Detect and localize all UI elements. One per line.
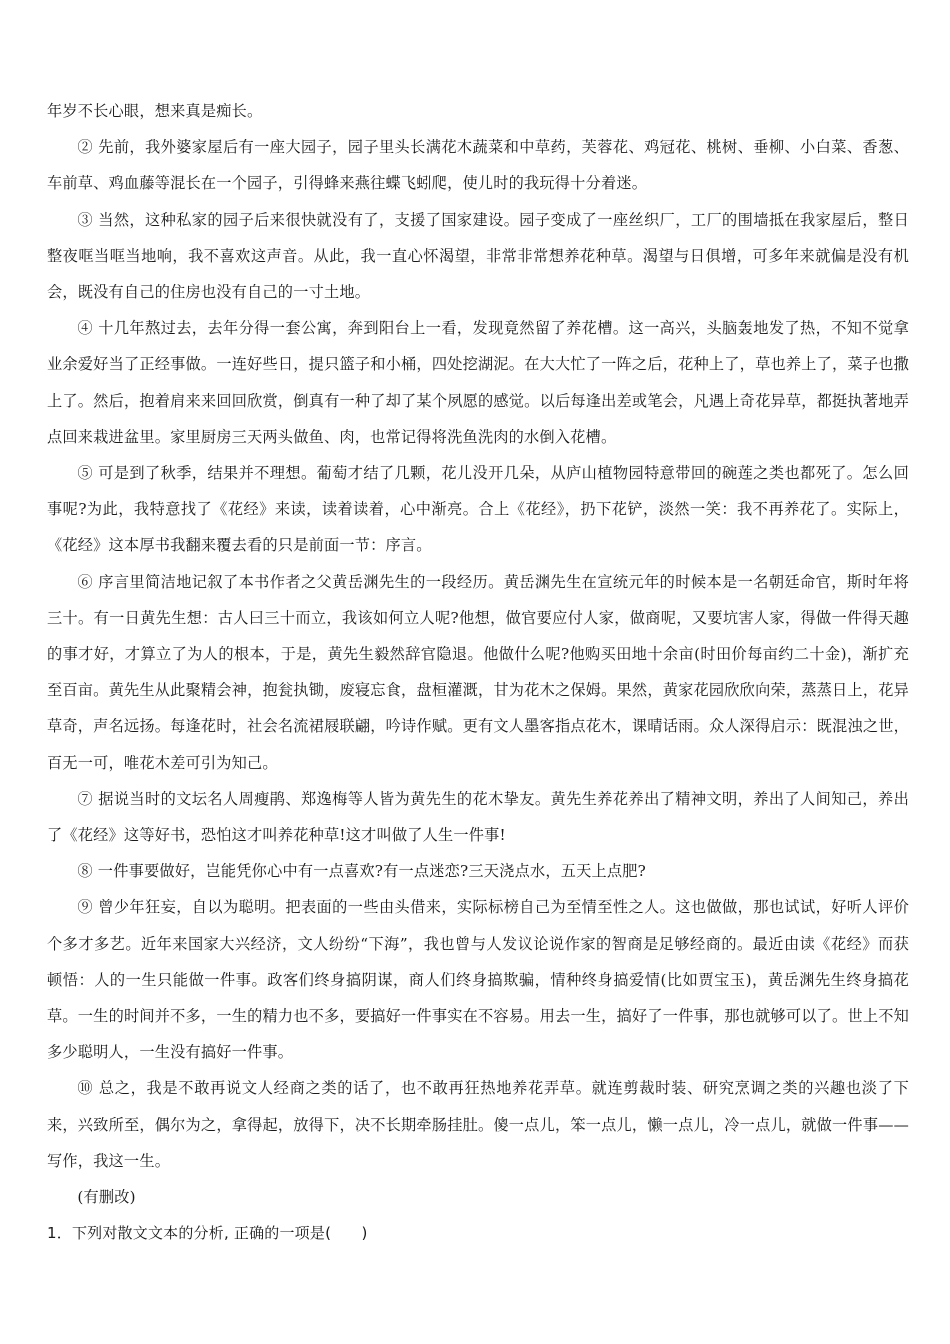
paragraph-continuation: 年岁不长心眼，想来真是痴长。 (47, 102, 263, 120)
paragraph-5: ⑤ 可是到了秋季，结果并不理想。葡萄才结了几颗，花儿没开几朵，从庐山植物园特意带回的碗莲之类也都死了。怎么回事呢?为此，我特意找了《花经》来读，读着读着，心中渐亮。合上《花经》，扔下花铲，淡然一笑：我不再养花了。实际上，《花经》这本厚书我翻来覆去看的只是前面一节：序言。 (47, 464, 909, 555)
paragraph-10: ⑩ 总之，我是不敢再说文人经商之类的话了，也不敢再狂热地养花弄草。就连剪裁时装、研究烹调之类的兴趣也淡了下来，兴致所至，偶尔为之，拿得起，放得下，决不长期牵肠挂肚。傻一点儿，笨一点儿，懒一点儿，冷一点儿，就做一件事——写作，我这一生。 (47, 1079, 909, 1170)
paragraph-7: ⑦ 据说当时的文坛名人周瘦鹃、郑逸梅等人皆为黄先生的花木挚友。黄先生养花养出了精神文明，养出了人间知己，养出了《花经》这等好书，恐怕这才叫养花种草!这才叫做了人生一件事! (47, 789, 909, 845)
edit-note: (有删改) (77, 1188, 136, 1207)
document-page (47, 93, 909, 1252)
paragraph-2: ② 先前，我外婆家屋后有一座大园子，园子里头长满花木蔬菜和中草药，芙蓉花、鸡冠花、桃树、垂柳、小白菜、香葱、车前草、鸡血藤等混长在一个园子，引得蜂来燕往蝶飞蚓爬，使儿时的我玩得十分着迷。 (47, 138, 909, 193)
paragraph-8: ⑧ 一件事要做好，岂能凭你心中有一点喜欢?有一点迷恋?三天浇点水，五天上点肥? (77, 862, 647, 881)
paragraph-3: ③ 当然，这种私家的园子后来很快就没有了，支援了国家建设。园子变成了一座丝织厂，工厂的围墙抵在我家屋后，整日整夜哐当哐当地响，我不喜欢这声音。从此，我一直心怀渴望，非常非常想养花种草。渴望与日俱增，可多年来就偏是没有机会，既没有自己的住房也没有自己的一寸土地。 (47, 210, 909, 302)
paragraph-4: ④ 十几年熬过去，去年分得一套公寓，奔到阳台上一看，发现竟然留了养花槽。这一高兴，头脑轰地发了热，不知不觉拿业余爱好当了正经事做。一连好些日，提只篮子和小桶，四处挖湖泥。在大大忙了一阵之后，花种上了，草也养上了，菜子也撒上了。然后，抱着肩来来回回欣赏，倒真有一种了却了某个夙愿的感觉。以后每逢出差或笔会，凡遇上奇花异草，都挺执著地弄点回来栽进盆里。家里厨房三天两头做鱼、肉，也常记得将洗鱼洗肉的水倒入花槽。 (47, 319, 909, 446)
paragraph-9: ⑨ 曾少年狂妄，自以为聪明。把表面的一些由头借来，实际标榜自己为至情至性之人。这也做做，那也试试，好听人评价个多才多艺。近年来国家大兴经济，文人纷纷“下海”，我也曾与人发议论说作家的智商是足够经商的。最近由读《花经》而获顿悟：人的一生只能做一件事。政客们终身搞阴谋，商人们终身搞欺骗，情种终身搞爱情(比如贾宝玉)，黄岳渊先生终身搞花草。一生的时间并不多，一生的精力也不多，要搞好一件事实在不容易。用去一生，搞好了一件事，那也就够可以了。世上不知多少聪明人，一生没有搞好一件事。 (47, 898, 909, 1062)
paragraph-6: ⑥ 序言里简洁地记叙了本书作者之父黄岳渊先生的一段经历。黄岳渊先生在宣统元年的时候本是一名朝廷命官，斯时年将三十。有一日黄先生想：古人曰三十而立，我该如何立人呢?他想，做官要应付人家，做商呢，又要坑害人家，得做一件得天趣的事才好，才算立了为人的根本，于是，黄先生毅然辞官隐退。他做什么呢?他购买田地十余亩(时田价每亩约二十金)，渐扩充至百亩。黄先生从此聚精会神，抱瓮执锄，废寝忘食，盘桓灌溉，甘为花木之保姆。果然，黄家花园欣欣向荣，蒸蒸日上，花异草奇，声名远扬。每逢花时，社会名流裙屐联翩，吟诗作赋。更有文人墨客指点花木，课晴话雨。众人深得启示：既混浊之世，百无一可，唯花木差可引为知己。 (47, 572, 909, 772)
question-1: 1．下列对散文文本的分析, 正确的一项是( ) (47, 1224, 368, 1243)
